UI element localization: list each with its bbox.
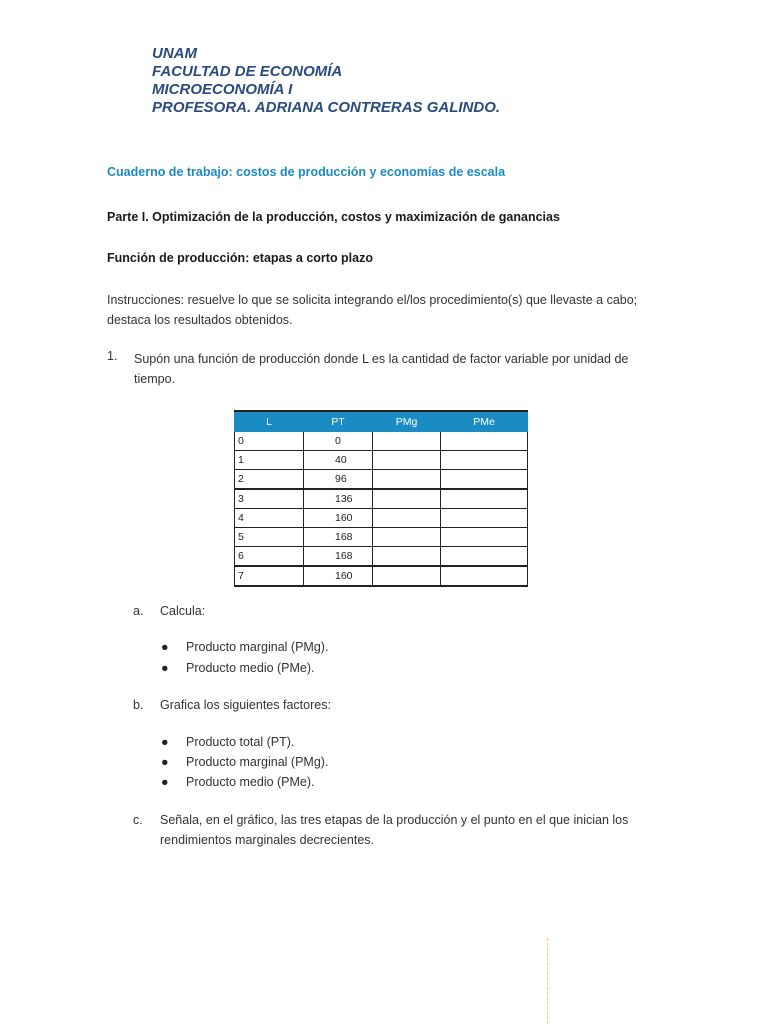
cell-pt: 160 bbox=[304, 509, 373, 528]
cell-pmg bbox=[373, 470, 441, 490]
bullet-icon: ● bbox=[161, 661, 169, 675]
bullet-icon: ● bbox=[161, 755, 169, 769]
cell-pmg bbox=[373, 432, 441, 451]
cell-pt: 96 bbox=[304, 470, 373, 490]
header-university: UNAM bbox=[152, 45, 197, 62]
table-row bbox=[235, 432, 528, 451]
table-row bbox=[235, 528, 528, 547]
part-a-bullet: Producto marginal (PMg). bbox=[186, 640, 329, 654]
part-a-text: Calcula: bbox=[160, 604, 206, 618]
part-b-bullet: Producto total (PT). bbox=[186, 735, 295, 749]
bullet-icon: ● bbox=[161, 775, 169, 789]
margin-guide-line bbox=[547, 938, 548, 1024]
cell-pt: 136 bbox=[304, 489, 373, 509]
section-title: Función de producción: etapas a corto plazo bbox=[107, 251, 373, 265]
part-c-letter: c. bbox=[133, 813, 143, 827]
table-row bbox=[235, 566, 528, 586]
cell-l: 5 bbox=[235, 528, 304, 547]
cell-l: 3 bbox=[235, 489, 304, 509]
part-c-text: Señala, en el gráfico, las tres etapas de la producción y el punto en el que inician los rendimientos marginales decrecientes. bbox=[160, 813, 629, 847]
table-row bbox=[235, 470, 528, 490]
cell-pt: 168 bbox=[304, 528, 373, 547]
cell-pmg bbox=[373, 489, 441, 509]
header-cell-pmg: PMg bbox=[373, 411, 441, 432]
cell-l: 6 bbox=[235, 547, 304, 567]
cell-pmg bbox=[373, 547, 441, 567]
production-table bbox=[234, 410, 528, 587]
header-cell-pme: PMe bbox=[441, 411, 528, 432]
cell-pmg bbox=[373, 451, 441, 470]
cell-pt: 160 bbox=[304, 566, 373, 586]
cell-pmg bbox=[373, 509, 441, 528]
table-row bbox=[235, 489, 528, 509]
header-course: MICROECONOMÍA I bbox=[152, 81, 293, 98]
part-a-letter: a. bbox=[133, 604, 144, 618]
part-b-bullet: Producto medio (PMe). bbox=[186, 775, 315, 789]
bullet-icon: ● bbox=[161, 735, 169, 749]
cell-pme bbox=[441, 528, 528, 547]
part-a-bullet: Producto medio (PMe). bbox=[186, 661, 315, 675]
part-b-bullet: Producto marginal (PMg). bbox=[186, 755, 329, 769]
cell-pme bbox=[441, 470, 528, 490]
part-b-text: Grafica los siguientes factores: bbox=[160, 698, 331, 712]
question-text: Supón una función de producción donde L es la cantidad de factor variable por unidad de tiempo. bbox=[134, 352, 629, 386]
cell-pt: 0 bbox=[304, 432, 373, 451]
cell-pmg bbox=[373, 566, 441, 586]
bullet-icon: ● bbox=[161, 640, 169, 654]
cell-pt: 168 bbox=[304, 547, 373, 567]
question-number: 1. bbox=[107, 349, 118, 363]
instructions-text: Instrucciones: resuelve lo que se solicita integrando el/los procedimiento(s) que llevaste a cabo; destaca los resultados obtenidos. bbox=[107, 293, 638, 327]
cell-l: 1 bbox=[235, 451, 304, 470]
cell-l: 0 bbox=[235, 432, 304, 451]
table-row bbox=[235, 509, 528, 528]
cell-pme bbox=[441, 489, 528, 509]
cell-pme bbox=[441, 451, 528, 470]
table-row bbox=[235, 547, 528, 567]
cell-l: 7 bbox=[235, 566, 304, 586]
workbook-title: Cuaderno de trabajo: costos de producción y economías de escala bbox=[107, 165, 506, 179]
cell-pme bbox=[441, 547, 528, 567]
cell-pme bbox=[441, 432, 528, 451]
table-header-row bbox=[235, 411, 528, 432]
header-cell-pt: PT bbox=[304, 411, 373, 432]
cell-pmg bbox=[373, 528, 441, 547]
header-professor: PROFESORA. ADRIANA CONTRERAS GALINDO. bbox=[152, 99, 501, 116]
header-faculty: FACULTAD DE ECONOMÍA bbox=[152, 63, 343, 80]
part-b-letter: b. bbox=[133, 698, 144, 712]
cell-l: 2 bbox=[235, 470, 304, 490]
cell-pme bbox=[441, 566, 528, 586]
cell-pme bbox=[441, 509, 528, 528]
document-header bbox=[152, 45, 500, 117]
part-title: Parte I. Optimización de la producción, costos y maximización de ganancias bbox=[107, 210, 560, 224]
cell-pt: 40 bbox=[304, 451, 373, 470]
cell-l: 4 bbox=[235, 509, 304, 528]
header-cell-l: L bbox=[235, 411, 304, 432]
table-row bbox=[235, 451, 528, 470]
